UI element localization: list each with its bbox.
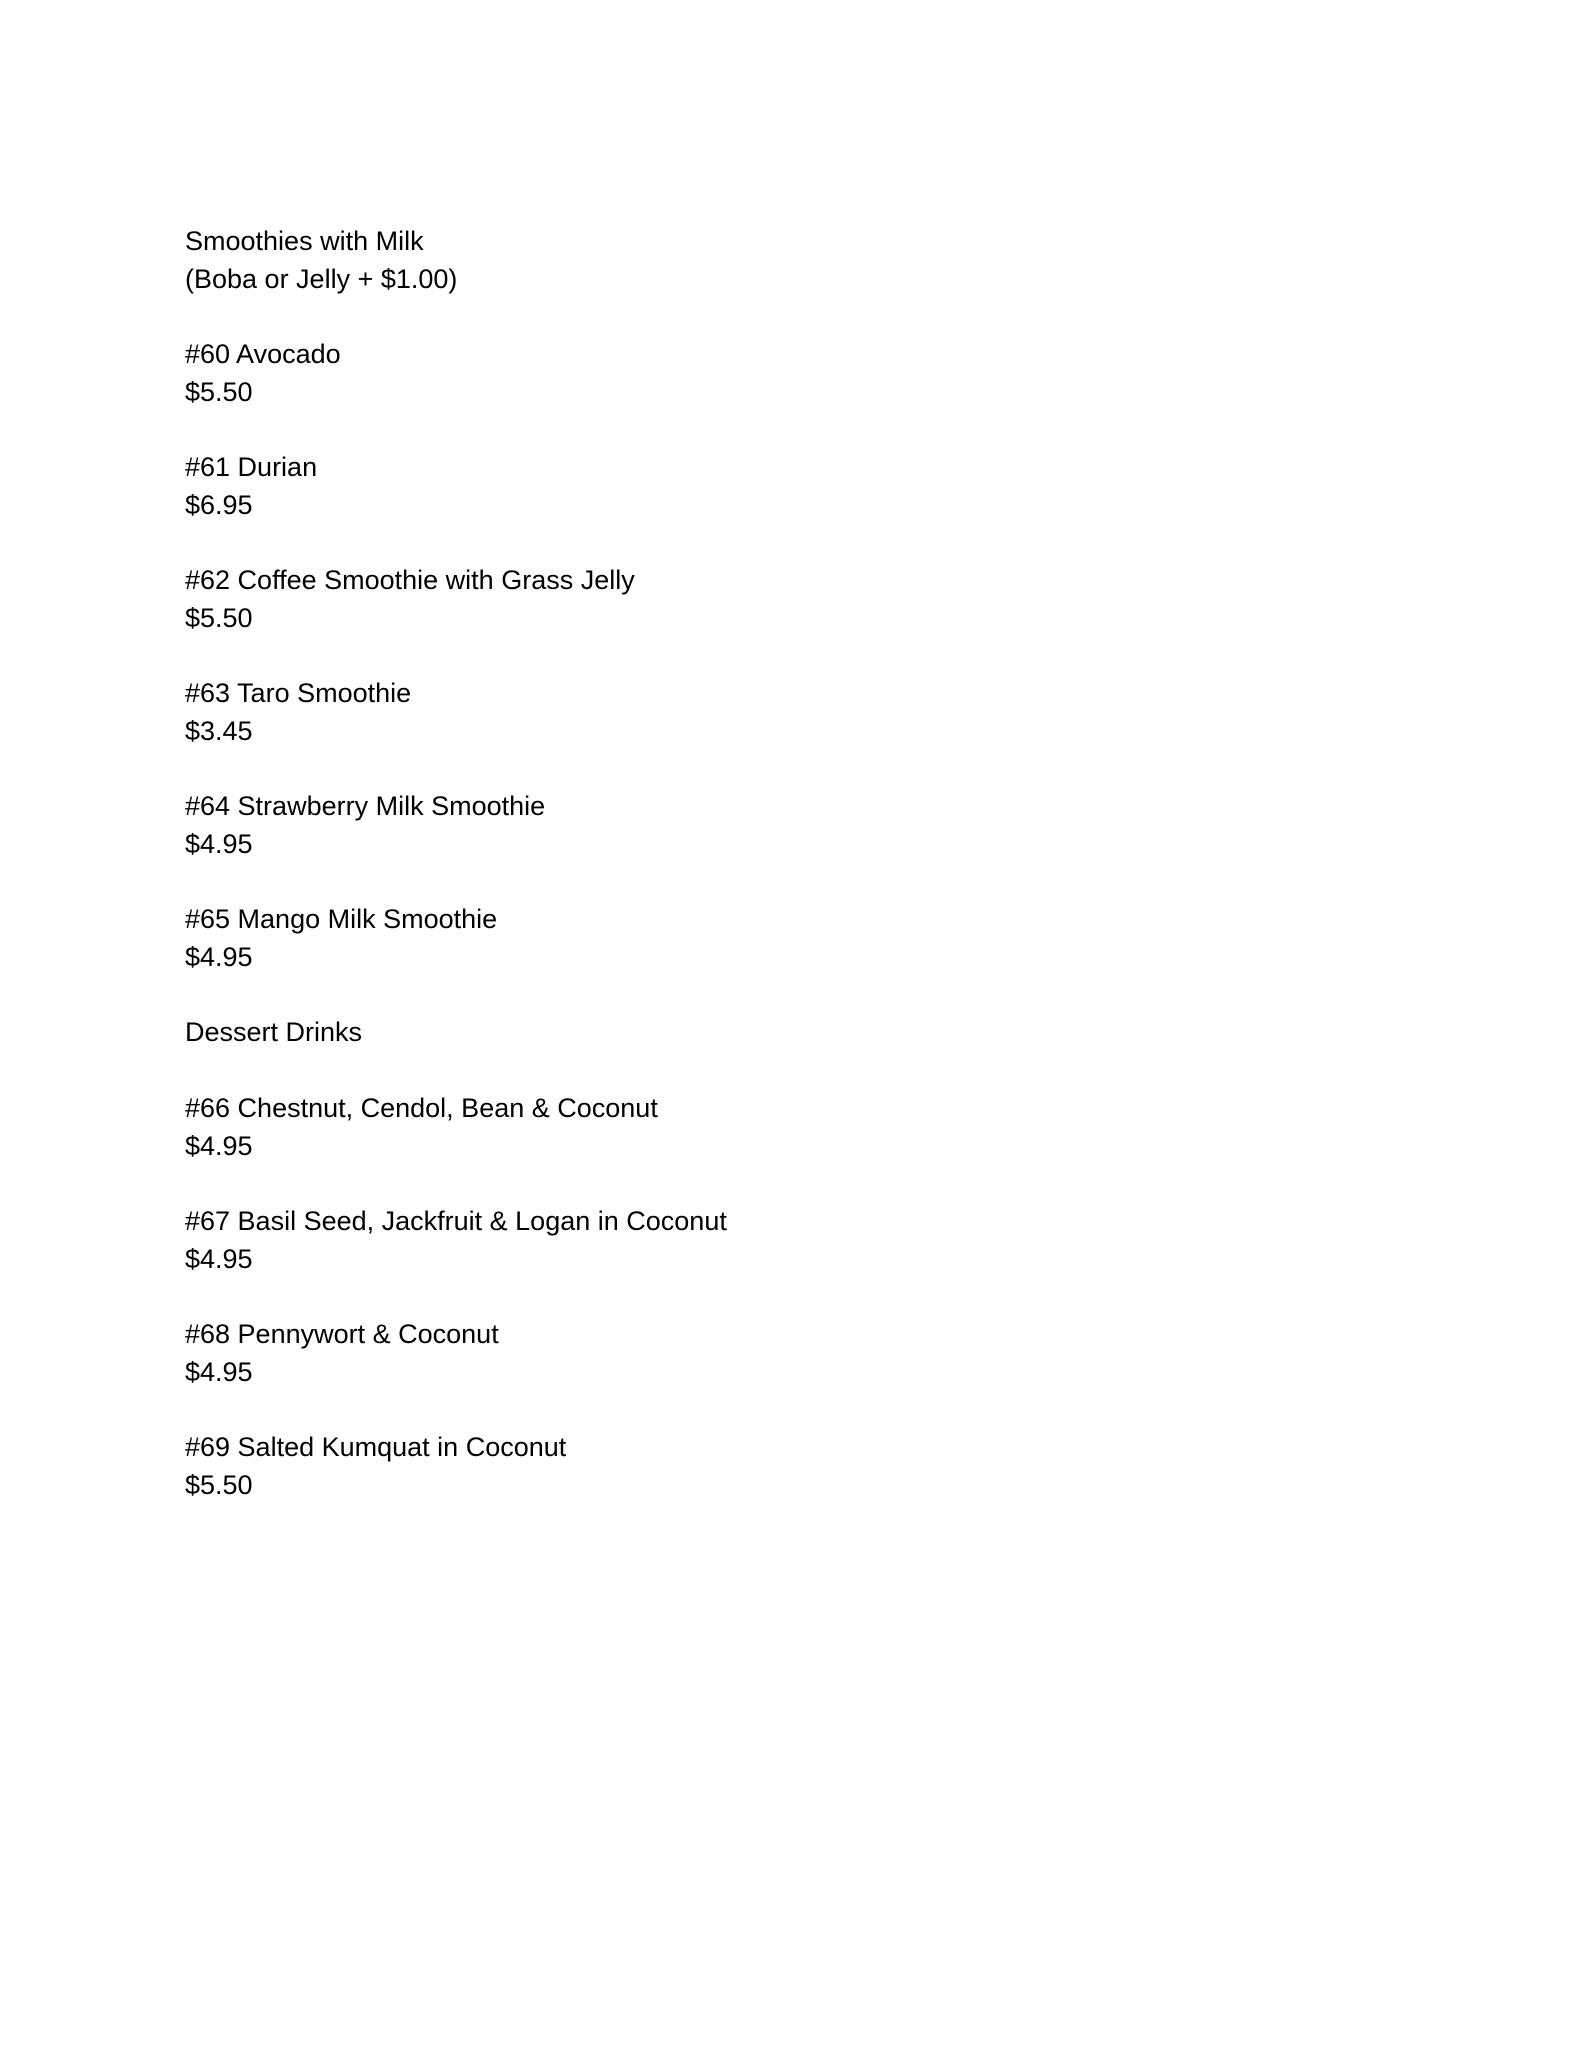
spacer bbox=[185, 1165, 1385, 1203]
spacer bbox=[185, 864, 1385, 902]
section-title: Smoothies with Milk bbox=[185, 226, 424, 256]
item-price: $4.95 bbox=[185, 1243, 253, 1274]
item-price: $4.95 bbox=[185, 829, 253, 859]
spacer bbox=[185, 977, 1385, 1015]
item-name: #62 Coffee Smoothie with Grass Jelly bbox=[185, 565, 635, 596]
spacer bbox=[185, 298, 1385, 336]
item-name: #68 Pennywort & Coconut bbox=[185, 1318, 499, 1349]
menu-item bbox=[185, 901, 1385, 976]
spacer bbox=[185, 411, 1385, 449]
spacer bbox=[185, 751, 1385, 789]
menu-item bbox=[185, 675, 1385, 750]
item-name: #69 Salted Kumquat in Coconut bbox=[185, 1432, 567, 1462]
section-title: Dessert Drinks bbox=[185, 1017, 363, 1048]
item-name: #60 Avocado bbox=[185, 339, 341, 370]
item-name: #65 Mango Milk Smoothie bbox=[185, 904, 498, 935]
item-price: $3.45 bbox=[185, 715, 253, 746]
item-name: #63 Taro Smoothie bbox=[185, 678, 412, 709]
section-dessert-drinks bbox=[185, 1014, 1385, 1504]
menu-item bbox=[185, 562, 1385, 637]
menu-item bbox=[185, 1203, 1385, 1278]
item-price: $4.95 bbox=[185, 942, 253, 973]
item-name: #66 Chestnut, Cendol, Bean & Coconut bbox=[185, 1092, 658, 1123]
menu-item bbox=[185, 1316, 1385, 1391]
menu-item bbox=[185, 1429, 1385, 1504]
spacer bbox=[185, 1391, 1385, 1429]
spacer bbox=[185, 1052, 1385, 1090]
menu-item bbox=[185, 336, 1385, 411]
menu-item bbox=[185, 1090, 1385, 1165]
item-price: $6.95 bbox=[185, 489, 253, 520]
menu-content bbox=[185, 223, 1385, 1504]
spacer bbox=[185, 1278, 1385, 1316]
spacer bbox=[185, 638, 1385, 676]
spacer bbox=[185, 525, 1385, 563]
item-price: $4.95 bbox=[185, 1130, 253, 1161]
item-price: $5.50 bbox=[185, 376, 253, 407]
item-price: $5.50 bbox=[185, 602, 253, 633]
item-price: $4.95 bbox=[185, 1356, 253, 1387]
item-name: #67 Basil Seed, Jackfruit & Logan in Coconut bbox=[185, 1205, 727, 1236]
item-name: #64 Strawberry Milk Smoothie bbox=[185, 791, 546, 822]
item-name: #61 Durian bbox=[185, 452, 318, 483]
section-smoothies-with-milk bbox=[185, 223, 1385, 1014]
menu-item bbox=[185, 788, 1385, 863]
item-price: $5.50 bbox=[185, 1469, 253, 1500]
section-note: (Boba or Jelly + $1.00) bbox=[185, 263, 458, 294]
menu-item bbox=[185, 449, 1385, 524]
